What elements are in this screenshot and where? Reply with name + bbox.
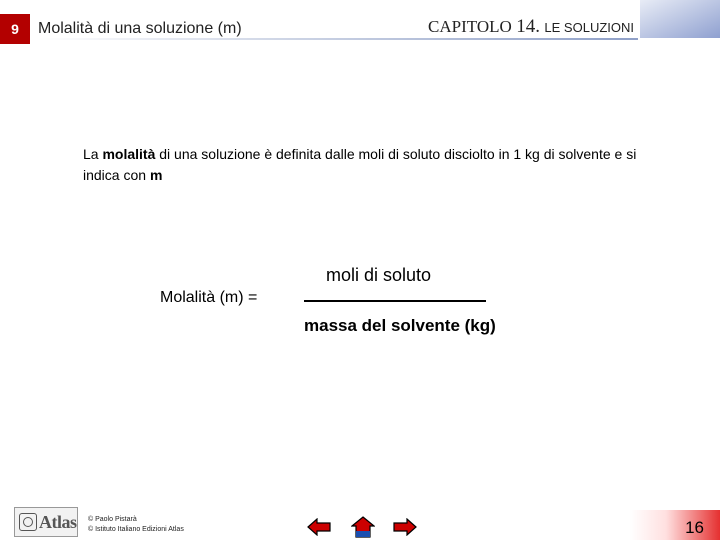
chapter-number: 14. bbox=[516, 16, 540, 37]
intro-bold-term: molalità bbox=[102, 146, 156, 162]
arrow-right-icon bbox=[392, 518, 418, 536]
definition-paragraph bbox=[83, 144, 643, 186]
formula-denominator: massa del solvente (kg) bbox=[304, 316, 496, 335]
intro-symbol: m bbox=[149, 167, 163, 183]
arrow-left-icon bbox=[306, 518, 332, 536]
atlas-logo-mark bbox=[19, 513, 37, 531]
copyright-author: © Paolo Pistarà bbox=[88, 516, 137, 523]
header-divider bbox=[38, 38, 638, 40]
page-number: 16 bbox=[685, 518, 704, 537]
slide-number-badge: 9 bbox=[0, 14, 30, 44]
chapter-topic: LE SOLUZIONI bbox=[544, 20, 634, 35]
next-button[interactable] bbox=[392, 516, 418, 538]
atlas-logo bbox=[14, 507, 78, 537]
formula-label: Molalità (m) = bbox=[160, 289, 258, 306]
intro-text-1: La bbox=[83, 146, 103, 162]
formula-numerator: moli di soluto bbox=[326, 265, 432, 285]
header-corner-decoration bbox=[640, 0, 720, 38]
atlas-logo-text: Atlas bbox=[39, 511, 77, 532]
prev-button[interactable] bbox=[306, 516, 332, 538]
fraction-bar bbox=[304, 300, 486, 302]
slide-title: Molalità di una soluzione (m) bbox=[38, 20, 242, 37]
chapter-label: CAPITOLO bbox=[428, 17, 512, 36]
intro-text-2: di una soluzione è definita dalle moli di soluto disciolto in 1 kg di solvente e si indica con bbox=[83, 146, 637, 183]
page-number-background bbox=[630, 510, 720, 540]
copyright-notice bbox=[88, 515, 184, 535]
home-icon bbox=[351, 516, 375, 538]
home-button[interactable] bbox=[350, 516, 376, 538]
chapter-heading bbox=[428, 16, 634, 38]
copyright-publisher: © Istituto Italiano Edizioni Atlas bbox=[88, 526, 184, 533]
